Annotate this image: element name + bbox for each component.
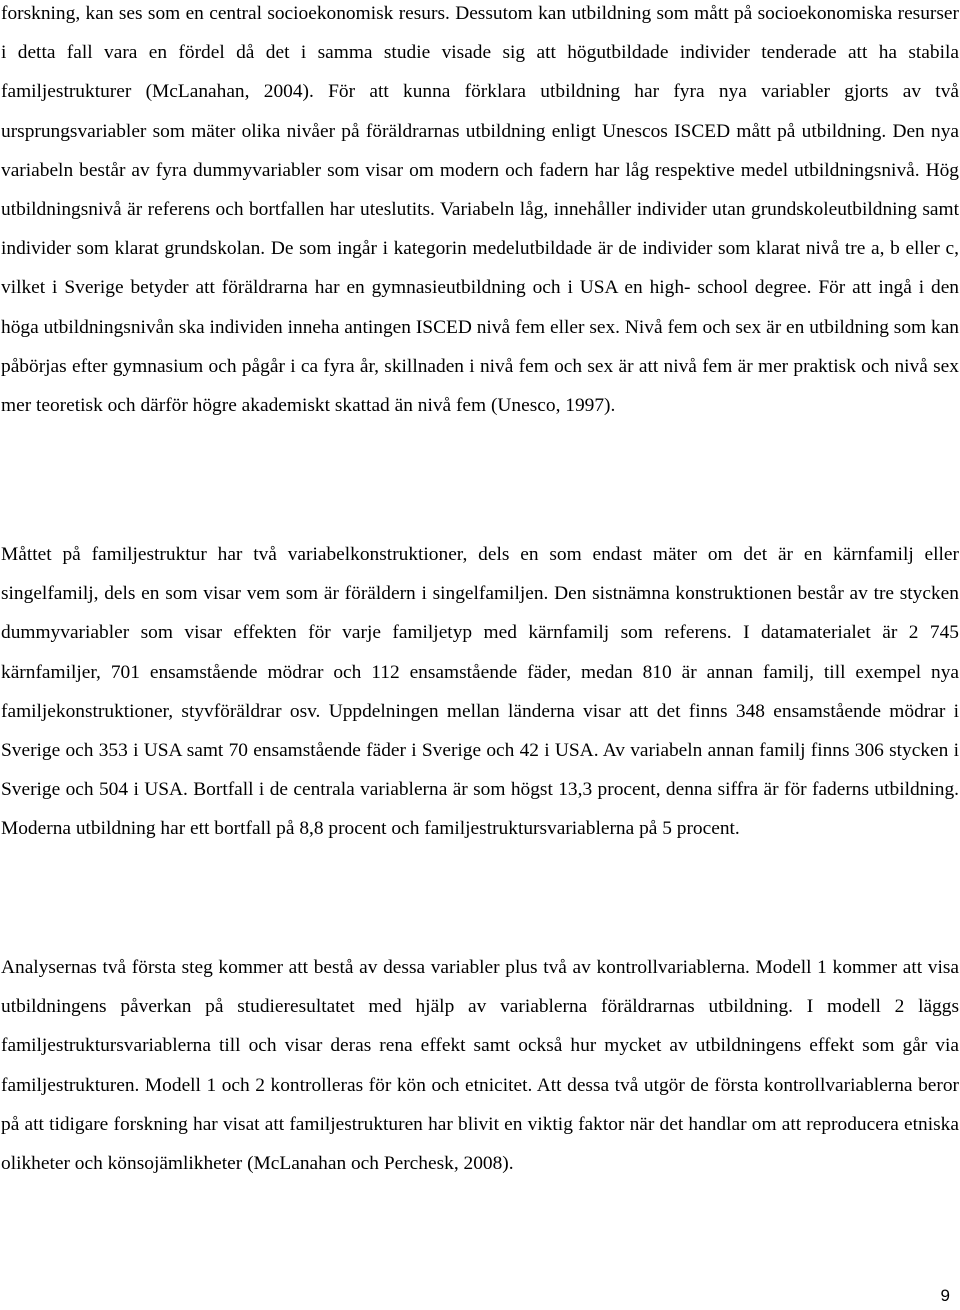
page-number: 9 <box>940 1286 950 1305</box>
paragraph-family-structure: Måttet på familjestruktur har två variabelkonstruktioner, dels en som endast mäter om det är en kärnfamilj eller singelfamilj, dels en som visar vem som är föräldern i singelfamiljen. Den sistnämna konstruktionen består av tre stycken dummyvariabler som visar effekten för varje familjetyp med kärnfamilj som referens. I datamaterialet är 2 745 kärnfamiljer, 701 ensamstående mödrar och 112 ensamstående fäder, medan 810 är annan familj, till exempel nya familjekonstruktioner, styvföräldrar osv. Uppdelningen mellan länderna visar att det finns 348 ensamstående mödrar i Sverige och 353 i USA samt 70 ensamstående fäder i Sverige och 42 i USA. Av variabeln annan familj finns 306 stycken i Sverige och 504 i USA. Bortfall i de centrala variablerna är som högst 13,3 procent, denna siffra är för faderns utbildning. Moderna utbildning har ett bortfall på 8,8 procent och familjestruktursvariablerna på 5 procent. <box>1 544 959 840</box>
paragraph-analysis-models: Analysernas två första steg kommer att bestå av dessa variabler plus två av kontrollvariablerna. Modell 1 kommer att visa utbildningens påverkan på studieresultatet med hjälp av variablerna föräldrarnas utbildning. I modell 2 läggs familjestruktursvariablerna till och visar deras rena effekt samt också hur mycket av utbildningens effekt som går via familjestrukturen. Modell 1 och 2 kontrolleras för kön och etnicitet. Att dessa två utgör de första kontrollvariablerna beror på att tidigare forskning har visat att familjestrukturen har blivit en viktig faktor när det handlar om att reproducera etniska olikheter och könsojämlikheter (McLanahan och Perchesk, 2008). <box>1 957 959 1175</box>
paragraph-education-variables: forskning, kan ses som en central socioekonomisk resurs. Dessutom kan utbildning som mått på socioekonomiska resurser i detta fall vara en fördel då det i samma studie visade sig att högutbildade individer tenderade att ha stabila familjestrukturer (McLanahan, 2004). För att kunna förklara utbildning har fyra nya variabler gjorts av två ursprungsvariabler som mäter olika nivåer på föräldrarnas utbildning enligt Unescos ISCED mått på utbildning. Den nya variabeln består av fyra dummyvariabler som visar om modern och fadern har låg respektive medel utbildningsnivå. Hög utbildningsnivå är referens och bortfallen har uteslutits. Variabeln låg, innehåller individer utan grundskoleutbildning samt individer som klarat grundskolan. De som ingår i kategorin medelutbildade är de individer som klarat nivå tre a, b eller c, vilket i Sverige betyder att föräldrarna har en gymnasieutbildning och i USA en high- school degree. För att ingå i den höga utbildningsnivån ska individen inneha antingen ISCED nivå fem eller sex. Nivå fem och sex är en utbildning som kan påbörjas efter gymnasium och pågår i ca fyra år, skillnaden i nivå fem och sex är att nivå fem är mer praktisk och nivå sex mer teoretisk och därför högre akademiskt skattad än nivå fem (Unesco, 1997). <box>1 3 959 417</box>
